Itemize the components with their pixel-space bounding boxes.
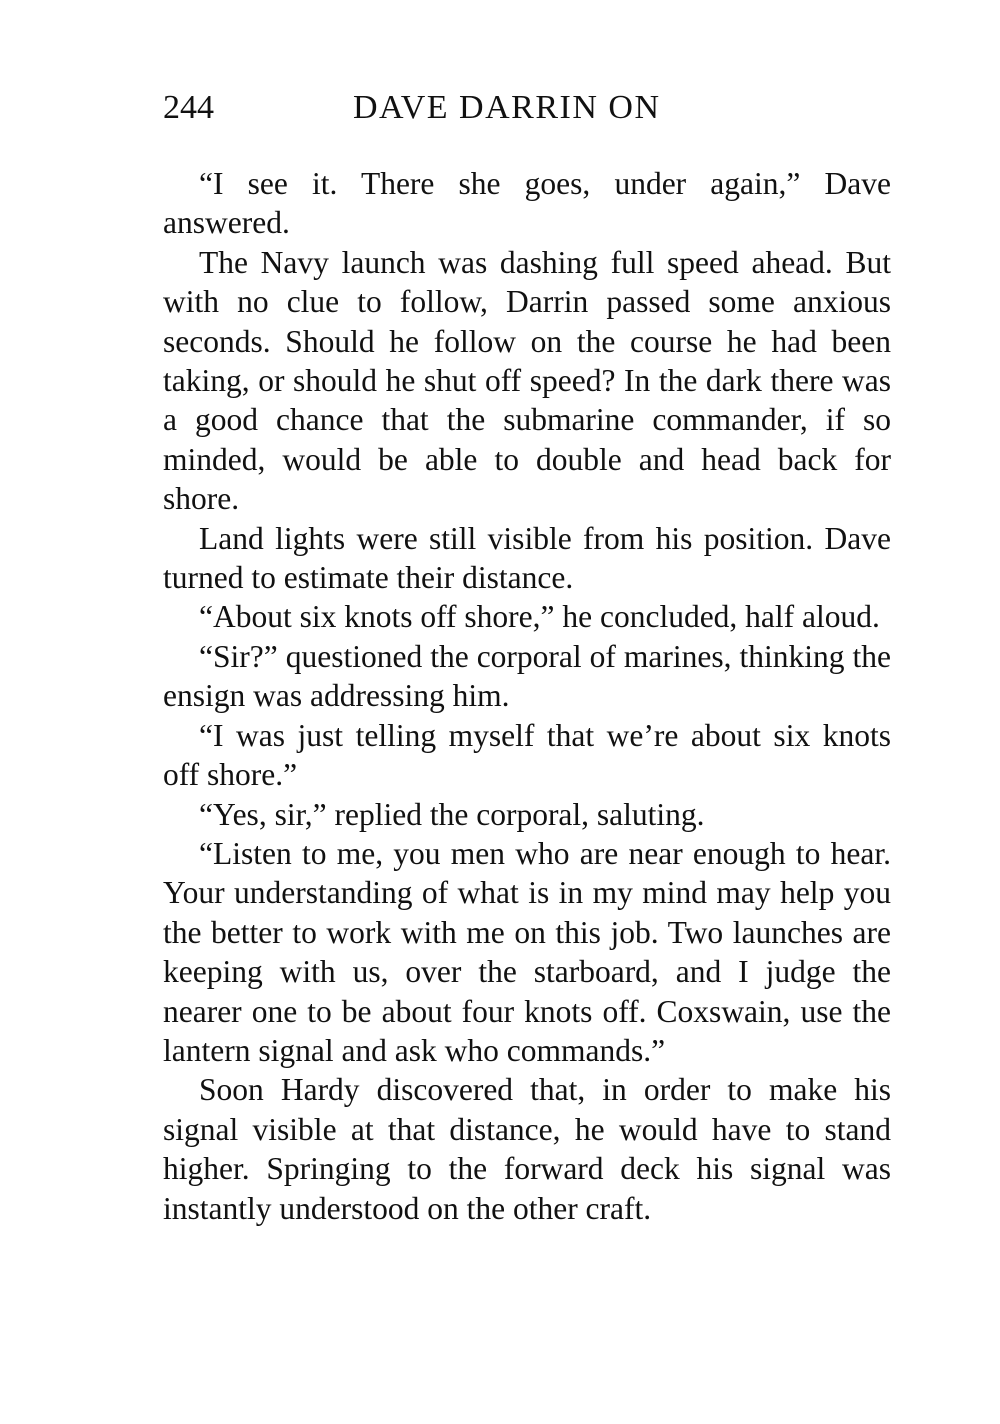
page-header xyxy=(163,78,891,138)
paragraph: “I see it. There she goes, under again,” Dave answered. xyxy=(163,166,891,241)
paragraph: Soon Hardy discovered that, in order to make his signal visible at that distance, he would have to stand higher. Springing to the forward deck his signal was instantly understood on the other craft. xyxy=(163,1072,891,1226)
body-text xyxy=(163,164,891,1228)
paragraph: “Sir?” questioned the corporal of marines, thinking the ensign was addressing him. xyxy=(163,638,891,714)
paragraph: “Yes, sir,” replied the corporal, saluting. xyxy=(199,796,705,832)
paragraph: The Navy launch was dashing full speed ahead. But with no clue to follow, Darrin passed some anxious seconds. Should he follow on the course he had been taking, or should he shut off speed? In the dark there was a good chance that the submarine commander, if so minded, would be able to double and head back for shore. xyxy=(163,244,891,517)
paragraph: Land lights were still visible from his position. Dave turned to estimate their distance. xyxy=(163,520,891,596)
paragraph: “About six knots off shore,” he concluded, half aloud. xyxy=(199,599,880,635)
page-number: 244 xyxy=(163,89,214,126)
running-head: DAVE DARRIN ON xyxy=(353,89,661,126)
paragraph: “I was just telling myself that we’re about six knots off shore.” xyxy=(163,717,891,793)
paragraph: “Listen to me, you men who are near enough to hear. Your understanding of what is in my mind may help you the better to work with me on this job. Two launches are keeping with us, over the starboard, and I judge the nearer one to be about four knots off. Coxswain, use the lantern signal and ask who commands.” xyxy=(163,835,891,1068)
book-page xyxy=(163,78,891,1228)
